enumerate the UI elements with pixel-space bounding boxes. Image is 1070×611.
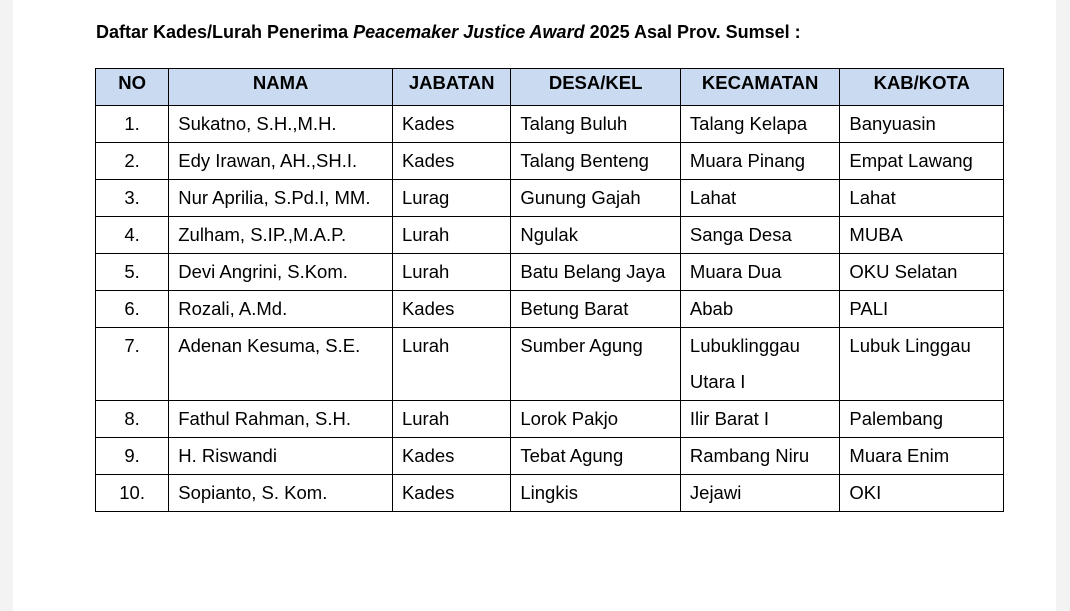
cell-jabatan: Lurag	[392, 180, 510, 217]
cell-jabatan: Kades	[392, 106, 510, 143]
cell-jabatan: Kades	[392, 291, 510, 328]
cell-no: 9.	[96, 438, 169, 475]
cell-nama: Zulham, S.IP.,M.A.P.	[169, 217, 393, 254]
table-row	[96, 143, 1004, 180]
cell-jabatan: Lurah	[392, 328, 510, 401]
cell-kecamatan: Rambang Niru	[680, 438, 840, 475]
cell-nama: Sukatno, S.H.,M.H.	[169, 106, 393, 143]
header-desa-kel: DESA/KEL	[511, 69, 681, 106]
cell-desa: Tebat Agung	[511, 438, 681, 475]
cell-kecamatan: Ilir Barat I	[680, 401, 840, 438]
cell-kecamatan: Lubuklinggau Utara I	[680, 328, 840, 401]
cell-jabatan: Kades	[392, 143, 510, 180]
cell-kab: Lubuk Linggau	[840, 328, 1004, 401]
table-row	[96, 217, 1004, 254]
cell-nama: Rozali, A.Md.	[169, 291, 393, 328]
cell-kecamatan: Talang Kelapa	[680, 106, 840, 143]
cell-desa: Batu Belang Jaya	[511, 254, 681, 291]
cell-jabatan: Kades	[392, 438, 510, 475]
cell-nama: Adenan Kesuma, S.E.	[169, 328, 393, 401]
cell-desa: Ngulak	[511, 217, 681, 254]
cell-kecamatan: Sanga Desa	[680, 217, 840, 254]
cell-kecamatan: Abab	[680, 291, 840, 328]
cell-jabatan: Lurah	[392, 401, 510, 438]
cell-kab: Empat Lawang	[840, 143, 1004, 180]
cell-kab: Palembang	[840, 401, 1004, 438]
cell-kab: PALI	[840, 291, 1004, 328]
cell-no: 10.	[96, 475, 169, 512]
cell-desa: Sumber Agung	[511, 328, 681, 401]
cell-kab: Muara Enim	[840, 438, 1004, 475]
cell-kecamatan: Jejawi	[680, 475, 840, 512]
cell-jabatan: Kades	[392, 475, 510, 512]
header-nama: NAMA	[169, 69, 393, 106]
cell-nama: Nur Aprilia, S.Pd.I, MM.	[169, 180, 393, 217]
cell-no: 8.	[96, 401, 169, 438]
cell-kab: OKU Selatan	[840, 254, 1004, 291]
header-jabatan: JABATAN	[392, 69, 510, 106]
cell-nama: Devi Angrini, S.Kom.	[169, 254, 393, 291]
table-row	[96, 401, 1004, 438]
cell-kab: OKI	[840, 475, 1004, 512]
cell-kab: MUBA	[840, 217, 1004, 254]
cell-nama: Sopianto, S. Kom.	[169, 475, 393, 512]
cell-kecamatan: Muara Dua	[680, 254, 840, 291]
title-prefix: Daftar Kades/Lurah Penerima	[96, 22, 354, 42]
recipients-table	[95, 68, 1004, 512]
cell-nama: Fathul Rahman, S.H.	[169, 401, 393, 438]
cell-kab: Lahat	[840, 180, 1004, 217]
cell-jabatan: Lurah	[392, 254, 510, 291]
cell-nama: H. Riswandi	[169, 438, 393, 475]
cell-kecamatan: Lahat	[680, 180, 840, 217]
cell-no: 7.	[96, 328, 169, 401]
cell-nama: Edy Irawan, AH.,SH.I.	[169, 143, 393, 180]
table-row	[96, 438, 1004, 475]
cell-desa: Lorok Pakjo	[511, 401, 681, 438]
cell-no: 4.	[96, 217, 169, 254]
table-row	[96, 106, 1004, 143]
table-row	[96, 180, 1004, 217]
cell-no: 2.	[96, 143, 169, 180]
cell-no: 5.	[96, 254, 169, 291]
header-no: NO	[96, 69, 169, 106]
cell-desa: Gunung Gajah	[511, 180, 681, 217]
table-row	[96, 254, 1004, 291]
title-award-name: Peacemaker Justice Award	[353, 22, 585, 42]
table-row	[96, 291, 1004, 328]
table-header-row	[96, 69, 1004, 106]
table-row	[96, 328, 1004, 401]
header-kab-kota: KAB/KOTA	[840, 69, 1004, 106]
header-kecamatan: KECAMATAN	[680, 69, 840, 106]
cell-kecamatan: Muara Pinang	[680, 143, 840, 180]
cell-no: 3.	[96, 180, 169, 217]
cell-kab: Banyuasin	[840, 106, 1004, 143]
cell-desa: Betung Barat	[511, 291, 681, 328]
cell-no: 6.	[96, 291, 169, 328]
title-suffix: 2025 Asal Prov. Sumsel :	[584, 22, 801, 42]
cell-desa: Lingkis	[511, 475, 681, 512]
cell-desa: Talang Buluh	[511, 106, 681, 143]
cell-desa: Talang Benteng	[511, 143, 681, 180]
cell-no: 1.	[96, 106, 169, 143]
table-row	[96, 475, 1004, 512]
cell-jabatan: Lurah	[392, 217, 510, 254]
document-title	[96, 22, 801, 43]
